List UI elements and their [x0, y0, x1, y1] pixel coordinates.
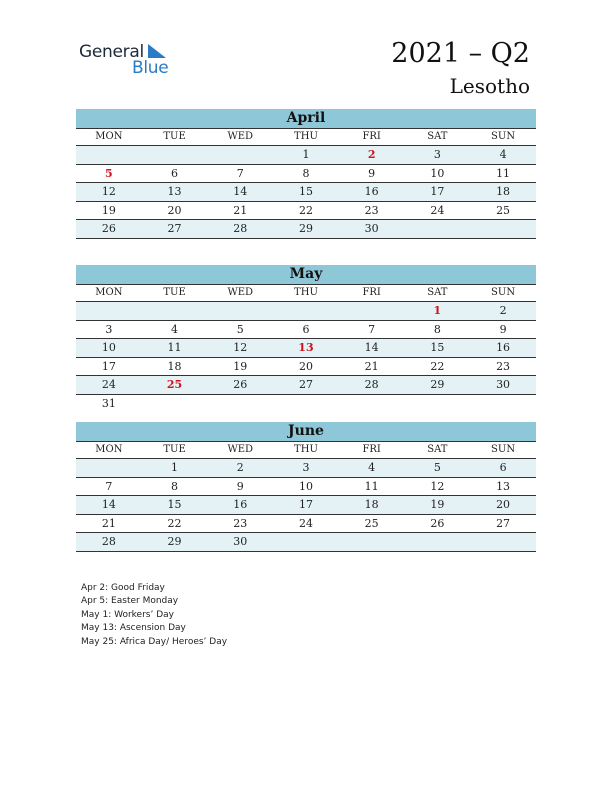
day-cell: 30	[496, 378, 511, 391]
empty-cell	[76, 146, 142, 164]
weekday-label: MON	[95, 444, 123, 455]
empty-cell	[207, 146, 273, 164]
month-header: June	[76, 422, 536, 442]
day-cell: 6	[499, 461, 507, 474]
day-cell: 28	[364, 378, 379, 391]
week-row	[76, 478, 536, 497]
week-row	[76, 496, 536, 515]
day-cell: 20	[167, 203, 182, 217]
day-cell: 19	[233, 359, 248, 373]
day-cell: 23	[364, 203, 379, 217]
day-cell: 18	[364, 498, 379, 511]
logo	[79, 40, 179, 80]
weekday-label: THU	[294, 444, 318, 455]
day-cell: 9	[368, 166, 376, 180]
week-row	[76, 515, 536, 534]
weekday-label: SAT	[427, 131, 448, 142]
day-cell: 23	[496, 359, 511, 373]
weekday-row	[76, 285, 536, 302]
empty-cell	[339, 302, 405, 320]
week-row	[76, 220, 536, 239]
day-cell: 7	[236, 166, 244, 180]
empty-cell	[339, 533, 405, 551]
empty-cell	[207, 302, 273, 320]
day-cell: 13	[496, 479, 511, 493]
weekday-label: TUE	[163, 444, 186, 455]
week-row	[76, 358, 536, 377]
day-cell: 29	[167, 535, 182, 548]
day-cell: 27	[496, 516, 511, 530]
holiday-note: May 13: Ascension Day	[81, 623, 186, 634]
empty-cell	[405, 220, 471, 238]
day-cell: 11	[496, 166, 511, 180]
day-cell: 4	[171, 322, 179, 336]
week-row	[76, 395, 536, 413]
day-cell: 9	[499, 322, 507, 336]
empty-cell	[405, 533, 471, 551]
holiday-note: Apr 5: Easter Monday	[81, 596, 179, 607]
week-row	[76, 202, 536, 221]
month-april	[76, 109, 536, 239]
day-cell: 22	[167, 516, 182, 530]
day-cell: 16	[233, 498, 248, 511]
day-cell: 22	[430, 359, 445, 373]
day-cell: 8	[171, 479, 179, 493]
empty-cell	[142, 146, 208, 164]
empty-cell	[142, 395, 208, 413]
day-cell: 12	[430, 479, 445, 493]
day-cell: 26	[101, 222, 116, 235]
day-cell: 5	[236, 322, 244, 336]
weekday-label: SUN	[491, 287, 516, 298]
weekday-label: MON	[95, 131, 123, 142]
day-cell: 6	[171, 166, 179, 180]
week-row	[76, 302, 536, 321]
weekday-label: FRI	[362, 444, 381, 455]
weekday-label: FRI	[362, 131, 381, 142]
weekday-label: TUE	[163, 131, 186, 142]
empty-cell	[273, 533, 339, 551]
logo-triangle-icon	[148, 44, 166, 58]
day-cell: 1	[433, 304, 442, 317]
day-cell: 8	[433, 322, 441, 336]
day-cell: 8	[302, 166, 310, 180]
day-cell: 3	[105, 322, 113, 336]
day-cell: 10	[298, 479, 313, 493]
day-cell: 27	[167, 222, 182, 235]
day-cell: 2	[499, 304, 507, 317]
day-cell: 20	[496, 498, 511, 511]
logo-general-text: General	[79, 42, 144, 62]
day-cell: 17	[430, 185, 445, 198]
weekday-label: THU	[294, 131, 318, 142]
week-row	[76, 146, 536, 165]
day-cell: 2	[236, 461, 244, 474]
day-cell: 2	[367, 148, 376, 161]
day-cell: 17	[298, 498, 313, 511]
empty-cell	[470, 395, 536, 413]
day-cell: 10	[430, 166, 445, 180]
empty-cell	[207, 395, 273, 413]
day-cell: 11	[364, 479, 379, 493]
day-cell: 6	[302, 322, 310, 336]
weekday-label: SAT	[427, 444, 448, 455]
day-cell: 21	[364, 359, 379, 373]
day-cell: 15	[430, 341, 445, 354]
day-cell: 28	[233, 222, 248, 235]
weekday-label: SAT	[427, 287, 448, 298]
empty-cell	[339, 395, 405, 413]
day-cell: 15	[298, 185, 313, 198]
day-cell: 24	[101, 378, 116, 391]
day-cell: 10	[101, 341, 116, 354]
week-row	[76, 183, 536, 202]
day-cell: 24	[430, 203, 445, 217]
day-cell: 22	[298, 203, 313, 217]
month-may	[76, 265, 536, 412]
empty-cell	[76, 302, 142, 320]
day-cell: 13	[298, 341, 314, 354]
empty-cell	[405, 395, 471, 413]
day-cell: 15	[167, 498, 182, 511]
day-cell: 12	[101, 185, 116, 198]
week-row	[76, 533, 536, 552]
day-cell: 16	[496, 341, 511, 354]
day-cell: 23	[233, 516, 248, 530]
empty-cell	[273, 395, 339, 413]
page-title: 2021 – Q2	[391, 38, 530, 69]
weekday-label: SUN	[491, 131, 516, 142]
holiday-note: May 1: Workers’ Day	[81, 609, 174, 620]
logo-blue-text: Blue	[132, 58, 169, 78]
day-cell: 12	[233, 341, 248, 354]
day-cell: 9	[236, 479, 244, 493]
day-cell: 1	[171, 461, 179, 474]
day-cell: 13	[167, 185, 182, 198]
month-header: May	[76, 265, 536, 285]
weekday-label: MON	[95, 287, 123, 298]
day-cell: 25	[496, 203, 511, 217]
day-cell: 31	[101, 396, 116, 410]
day-cell: 24	[298, 516, 313, 530]
day-cell: 19	[430, 498, 445, 511]
weekday-label: WED	[227, 287, 254, 298]
day-cell: 25	[364, 516, 379, 530]
day-cell: 14	[233, 185, 248, 198]
day-cell: 21	[101, 516, 116, 530]
day-cell: 27	[298, 378, 313, 391]
day-cell: 5	[433, 461, 441, 474]
day-cell: 5	[105, 166, 113, 180]
weekday-label: SUN	[491, 444, 516, 455]
empty-cell	[273, 302, 339, 320]
holiday-note: May 25: Africa Day/ Heroes’ Day	[81, 636, 228, 647]
empty-cell	[470, 220, 536, 238]
day-cell: 26	[233, 378, 248, 391]
day-cell: 3	[433, 148, 441, 161]
day-cell: 16	[364, 185, 379, 198]
day-cell: 14	[101, 498, 116, 511]
day-cell: 28	[101, 535, 116, 548]
week-row	[76, 339, 536, 358]
day-cell: 14	[364, 341, 379, 354]
day-cell: 18	[496, 185, 511, 198]
month-june	[76, 422, 536, 552]
day-cell: 7	[105, 479, 113, 493]
day-cell: 29	[430, 378, 445, 391]
day-cell: 20	[298, 359, 313, 373]
day-cell: 19	[101, 203, 116, 217]
week-row	[76, 165, 536, 184]
week-row	[76, 321, 536, 340]
day-cell: 4	[499, 148, 507, 161]
day-cell: 4	[368, 461, 376, 474]
day-cell: 18	[167, 359, 182, 373]
week-row	[76, 459, 536, 478]
week-row	[76, 376, 536, 395]
day-cell: 29	[298, 222, 313, 235]
weekday-row	[76, 129, 536, 146]
day-cell: 3	[302, 461, 310, 474]
day-cell: 21	[233, 203, 248, 217]
weekday-label: WED	[227, 131, 254, 142]
day-cell: 30	[364, 222, 379, 235]
day-cell: 30	[233, 535, 248, 548]
country-name: Lesotho	[449, 74, 530, 98]
empty-cell	[470, 533, 536, 551]
day-cell: 17	[101, 359, 116, 373]
weekday-label: TUE	[163, 287, 186, 298]
day-cell: 1	[302, 148, 310, 161]
holiday-notes	[81, 582, 227, 649]
day-cell: 11	[167, 341, 182, 354]
weekday-label: WED	[227, 444, 254, 455]
day-cell: 26	[430, 516, 445, 530]
weekday-row	[76, 442, 536, 459]
day-cell: 7	[368, 322, 376, 336]
day-cell: 25	[166, 378, 183, 391]
month-header: April	[76, 109, 536, 129]
weekday-label: THU	[294, 287, 318, 298]
weekday-label: FRI	[362, 287, 381, 298]
empty-cell	[76, 459, 142, 477]
holiday-note: Apr 2: Good Friday	[81, 583, 165, 593]
empty-cell	[142, 302, 208, 320]
